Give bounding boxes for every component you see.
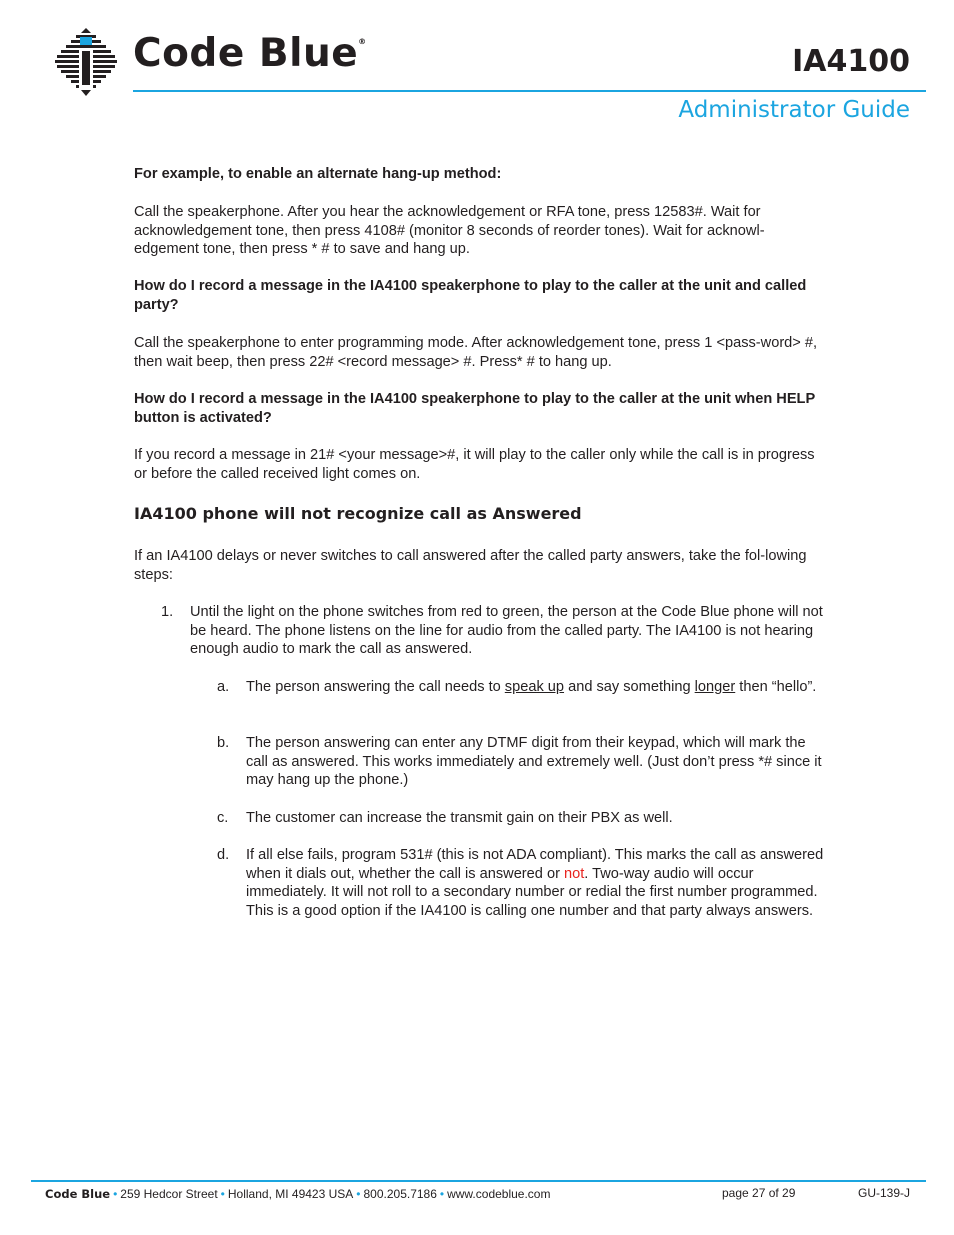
page-number: page 27 of 29	[722, 1186, 796, 1200]
footer-city: Holland, MI 49423 USA	[227, 1187, 354, 1201]
document-title: IA4100	[792, 44, 910, 79]
sub-step-b: The person answering can enter any DTMF digit from their keypad, which will mark the call as answered. This works immediately and extremely well. (Just don’t press *# since it may hang up the phone.)	[246, 735, 822, 789]
footer-contact: Code Blue • 259 Hedcor Street • Holland, MI 49423 USA • 800.205.7186 • www.codeblue.com	[45, 1187, 551, 1201]
footer-divider	[31, 1180, 926, 1182]
sub-step-letter: b.	[217, 735, 230, 751]
sub-step-letter: c.	[217, 810, 229, 826]
footer-phone: 800.205.7186	[363, 1187, 437, 1201]
sub-step-letter: a.	[217, 679, 230, 695]
step-number: 1.	[161, 604, 174, 620]
footer-address: 259 Hedcor Street	[120, 1187, 218, 1201]
example-paragraph: Call the speakerphone. After you hear the acknowledgement or RFA tone, press 12583#. Wait for acknowledgement tone, then press 4108# (monitor 8 seconds of reorder tones). Wait for acknowl-edgement tone, then press * # to save and hang up.	[134, 204, 765, 258]
document-code: GU-139-J	[857, 1186, 910, 1200]
sub-step-d: If all else fails, program 531# (this is not ADA compliant). This marks the call as answered when it dials out, whether the call is answered or not. Two-way audio will occur immediately. It will not roll to a secondary number or redial the first number programmed. This is a good option if the IA4100 is calling one number and that party always answers.	[246, 847, 824, 920]
code-blue-emblem-icon	[55, 28, 117, 98]
emphasis-speak-up: speak up	[504, 679, 565, 695]
faq-question-help-message: How do I record a message in the IA4100 speakerphone to play to the caller at the unit when HELP button is activated?	[134, 391, 815, 426]
step-text: Until the light on the phone switches from red to green, the person at the Code Blue phone will not be heard. The phone listens on the line for audio from the called party. The IA4100 is not hearing enough audio to mark the call as answered.	[190, 604, 823, 658]
brand-name: Code Blue	[133, 31, 359, 76]
example-heading: For example, to enable an alternate hang-up method:	[134, 166, 502, 182]
section-heading: IA4100 phone will not recognize call as Answered	[134, 504, 582, 523]
registered-mark: ®	[358, 37, 367, 46]
emphasis-not: not	[563, 865, 585, 882]
sub-step-c: The customer can increase the transmit gain on their PBX as well.	[246, 810, 673, 826]
document-subtitle: Administrator Guide	[678, 97, 910, 123]
sub-step-letter: d.	[217, 847, 230, 863]
emphasis-longer: longer	[694, 679, 736, 695]
section-intro: If an IA4100 delays or never switches to call answered after the called party answers, take the fol-lowing steps:	[134, 548, 807, 583]
brand-logo	[133, 31, 367, 76]
header-divider	[133, 90, 926, 92]
faq-answer-record-message: Call the speakerphone to enter programming mode. After acknowledgement tone, press 1 <pass-word> #, then wait beep, then press 22# <record message> #. Press* # to hang up.	[134, 335, 818, 370]
footer-brand: Code Blue	[45, 1187, 111, 1201]
footer-website[interactable]: www.codeblue.com	[447, 1187, 551, 1201]
sub-step-a: The person answering the call needs to speak up and say something longer then “hello”.	[246, 679, 817, 695]
faq-answer-help-message: If you record a message in 21# <your message>#, it will play to the caller only while the call is in progress or before the called received light comes on.	[134, 447, 815, 482]
faq-question-record-message: How do I record a message in the IA4100 speakerphone to play to the caller at the unit and called party?	[134, 278, 807, 313]
